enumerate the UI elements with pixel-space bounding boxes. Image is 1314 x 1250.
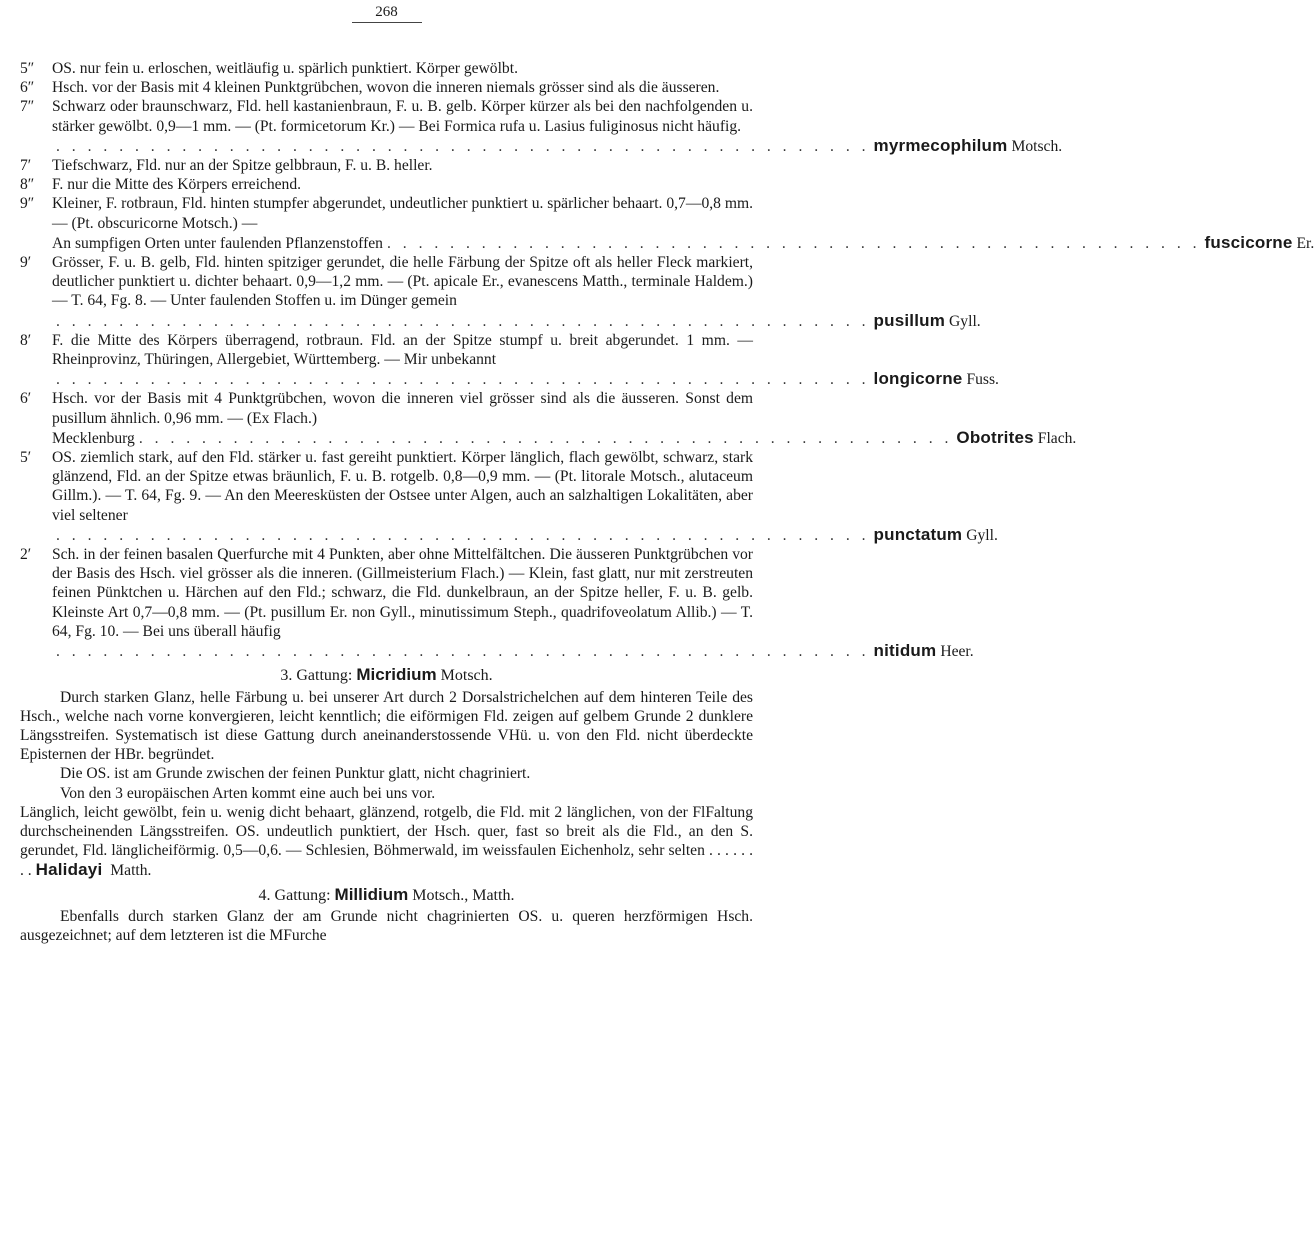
key-marker: 8″ [20, 176, 35, 194]
entry-text [52, 545, 753, 641]
entry-line: OS. nur fein u. erloschen, weitläufig u. spärlich punktiert. Körper gewölbt. [52, 60, 518, 77]
leader-dots [52, 526, 874, 545]
entry-text [52, 78, 753, 97]
entry-line: Sch. in der feinen basalen Querfurche mit 4 Punkten, aber ohne Mittelfältchen. Die äusseren Punktgrübchen vor der Basis des Hsch. viel grösser als die inneren. (Gillmeisterium Flach.) — Klein, fast glatt, nur mit zerstreuten feinen Pünktchen u. Härchen auf den Fld.; schwarz, die Fld. dunkelbraun, an der Spitze heller, F. u. B. gelb. Kleinste Art 0,7—0,8 mm. — (Pt. pusillum Er. non Gyll., minutissimum Steph., quadrifoveolatum Allib.) — T. 64, Fg. 10. — Bei uns überall häufig [52, 546, 753, 640]
entry-line: Tiefschwarz, Fld. nur an der Spitze gelbbraun, F. u. B. heller. [52, 157, 433, 175]
species-author: Motsch. [1011, 137, 1063, 155]
species-row [52, 641, 974, 661]
species-name: myrmecophilum [873, 135, 1008, 155]
species-name: fuscicorne [1204, 232, 1293, 252]
key-entry [20, 97, 1063, 156]
species-row [52, 135, 1063, 156]
key-entry [20, 59, 753, 78]
entry-text [52, 156, 753, 175]
entry-line: Hsch. vor der Basis mit 4 kleinen Punktgrübchen, wovon die inneren niemals grösser sind als die äusseren. [52, 79, 720, 97]
species-author: Fuss. [966, 371, 999, 389]
description-text: Länglich, leicht gewölbt, fein u. wenig dicht behaart, glänzend, rotgelb, die Fld. mit 2 länglichen, von der FlFaltung durchscheinenden Längsstreifen. OS. undeutlich punktiert, der Hsch. quer, fast so breit als die Fld., an den S. gerundet, Fld. länglicheiförmig. 0,5—0,6. — Schlesien, Böhmerwald, im weissfaulen Eichenholz, sehr selten [20, 803, 753, 860]
key-entry [20, 194, 1314, 253]
key-entry [20, 545, 974, 661]
key-marker: 6′ [20, 390, 32, 408]
entry-text [52, 389, 753, 427]
entry-text [52, 59, 753, 78]
species-author: Heer. [940, 643, 974, 661]
key-entry [20, 448, 998, 545]
genus-paragraph: Die OS. ist am Grunde zwischen der feinen Punktur glatt, nicht chagriniert. [60, 765, 531, 783]
leader-dots [52, 642, 874, 661]
genus-paragraph: Durch starken Glanz, helle Färbung u. bei unserer Art durch 2 Dorsalstrichelchen auf dem hinteren Teile des Hsch., welche nach vorne konvergieren, leicht kenntlich; die eiförmigen Fld. zeigen auf gelbem Grunde 2 dunklere Längsstreifen. Systematisch ist diese Gattung durch aneinanderstossende VHü. u. von den Fld. nicht überdeckte Episternen der HBr. begründet. [20, 688, 753, 764]
key-entry [20, 175, 753, 194]
species-author: Gyll. [949, 312, 981, 330]
species-name: Halidayi [35, 860, 103, 880]
key-marker: 5″ [20, 60, 35, 77]
species-name: Obotrites [956, 427, 1034, 447]
key-marker: 9″ [20, 195, 35, 213]
species-row [52, 232, 1314, 253]
genus-name: Micridium [356, 665, 437, 685]
genus-prefix: 3. Gattung: [280, 667, 353, 685]
key-marker: 7″ [20, 98, 35, 116]
genus-heading [20, 885, 753, 905]
species-row [52, 369, 999, 389]
key-entries [20, 59, 1314, 661]
species-row [52, 427, 1077, 448]
species-name: punctatum [873, 524, 963, 544]
species-author: Flach. [1037, 429, 1077, 447]
entry-text [52, 448, 753, 525]
entry-text [52, 175, 753, 194]
entry-line: F. die Mitte des Körpers überragend, rotbraun. Fld. an der Spitze stumpf u. breit abgerundet. 1 mm. — Rheinprovinz, Thüringen, Allergebiet, Württemberg. — Mir unbekannt [52, 331, 753, 369]
key-entry [20, 78, 753, 97]
genus-author: Motsch. [440, 667, 493, 685]
entry-text [52, 97, 753, 135]
species-author: Matth. [110, 862, 152, 880]
leader-dots [52, 137, 874, 156]
species-author: Er. [1296, 234, 1314, 252]
genus-paragraph: Von den 3 europäischen Arten kommt eine auch bei uns vor. [60, 784, 436, 802]
key-entry [20, 156, 753, 175]
key-entry [20, 253, 981, 331]
species-name: nitidum [873, 641, 937, 661]
locality-text: An sumpfigen Orten unter faulenden Pflanzenstoffen [52, 234, 383, 252]
entry-text [52, 331, 753, 369]
leader-dots [135, 429, 957, 448]
entry-line: F. nur die Mitte des Körpers erreichend. [52, 176, 302, 194]
species-row [52, 310, 981, 331]
key-marker: 9′ [20, 254, 32, 272]
locality-text: Mecklenburg [52, 429, 135, 447]
species-author: Gyll. [966, 526, 998, 544]
genus-author: Motsch., Matth. [412, 886, 515, 904]
genus-name: Millidium [334, 884, 409, 904]
entry-line: Schwarz oder braunschwarz, Fld. hell kastanienbraun, F. u. B. gelb. Körper kürzer als bei den nachfolgenden u. stärker gewölbt. 0,9—1 mm. — (Pt. formicetorum Kr.) — Bei Formica rufa u. Lasius fuliginosus nicht häufig. [52, 98, 753, 135]
leader-dots [52, 312, 874, 331]
key-entry [20, 331, 999, 390]
key-entry [20, 389, 1077, 448]
genus-paragraph: Ebenfalls durch starken Glanz der am Grunde nicht chagrinierten OS. u. queren herzförmigen Hsch. ausgezeichnet; auf dem letzteren ist die MFurche [20, 907, 753, 944]
leader-dots: . . . . . . . . [20, 842, 753, 880]
key-marker: 7′ [20, 157, 32, 175]
page-number: 268 [352, 4, 422, 23]
species-description [20, 803, 753, 881]
entry-text [52, 253, 753, 311]
entry-line: Grösser, F. u. B. gelb, Fld. hinten spitziger gerundet, die helle Färbung der Spitze oft als heller Fleck markiert, deutlicher punktiert u. dichter behaart. 0,9—1,2 mm. — (Pt. apicale Er., evanescens Matth., terminale Haldem.) — T. 64, Fg. 8. — Unter faulenden Stoffen u. im Dünger gemein [52, 254, 753, 310]
entry-line: OS. ziemlich stark, auf den Fld. stärker u. fast gereiht punktiert. Körper länglich, flach gewölbt, schwarz, stark glänzend, Fld. an der Spitze etwas bräunlich, F. u. B. rotgelb. 0,8—0,9 mm. — (Pt. litorale Motsch., alutaceum Gillm.). — T. 64, Fg. 9. — An den Meeresküsten der Ostsee unter Algen, auch an salzhaltigen Lokalitäten, aber viel seltener [52, 449, 753, 524]
key-marker: 2′ [20, 546, 32, 564]
entry-line: Hsch. vor der Basis mit 4 Punktgrübchen, wovon die inneren viel grösser sind als die äusseren. Sonst dem pusillum ähnlich. 0,96 mm. — (Ex Flach.) [52, 390, 753, 427]
species-name: pusillum [873, 310, 946, 330]
entry-text [52, 194, 753, 232]
entry-line: Kleiner, F. rotbraun, Fld. hinten stumpfer abgerundet, undeutlicher punktiert u. spärlicher behaart. 0,7—0,8 mm. — (Pt. obscuricorne Motsch.) — [52, 195, 753, 232]
key-marker: 5′ [20, 449, 32, 467]
leader-dots [52, 370, 874, 389]
genus-heading [20, 665, 753, 685]
species-name: longicorne [873, 369, 963, 389]
key-marker: 8′ [20, 331, 32, 349]
genus-prefix: 4. Gattung: [258, 886, 331, 904]
species-row [52, 524, 998, 545]
key-marker: 6″ [20, 79, 35, 97]
leader-dots [383, 234, 1205, 253]
